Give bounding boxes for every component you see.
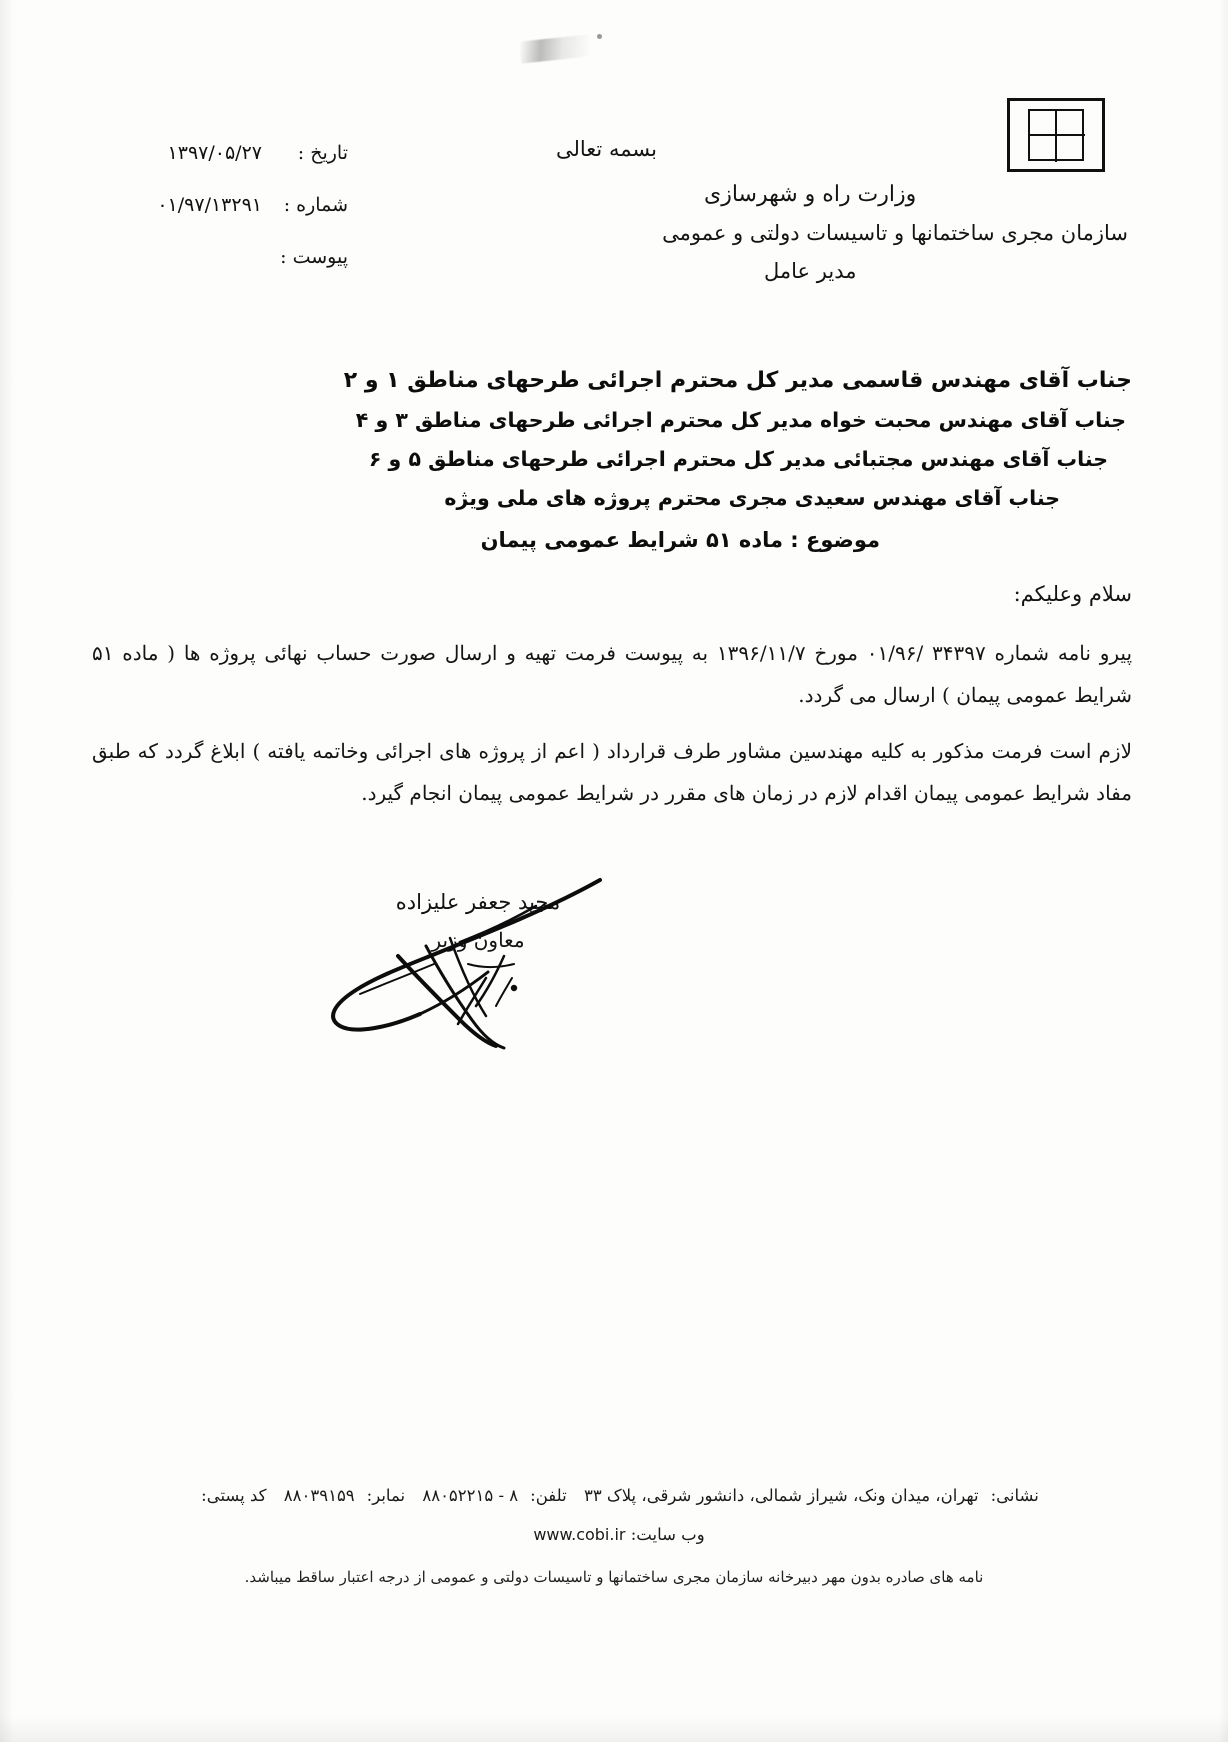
fax-value: ۸۸۰۳۹۱۵۹ <box>283 1486 355 1505</box>
addressee-4: جناب آقای مهندس سعیدی مجری محترم پروژه های ملی ویژه <box>444 486 1060 510</box>
footer-website-line <box>0 1525 1228 1544</box>
fax-label: نمابر: <box>366 1486 406 1505</box>
meta-row-date <box>88 142 348 164</box>
date-value: ۱۳۹۷/۰۵/۲۷ <box>167 142 262 164</box>
address-value: تهران، میدان ونک، شیراز شمالی، دانشور شرقی، پلاک ۳۳ <box>583 1486 979 1505</box>
scan-artifact-dot <box>597 34 602 39</box>
signatory-title: معاون وزیر <box>431 928 525 952</box>
basmala-text: بسمه تعالی <box>556 137 657 161</box>
number-value: ۰۱/۹۷/۱۳۲۹۱ <box>157 194 262 216</box>
scan-edge-shadow-left <box>0 0 14 1742</box>
org-ministry-name: وزارت راه و شهرسازی <box>704 182 917 207</box>
attachment-label: پیوست : <box>280 246 348 268</box>
letter-greeting: سلام وعلیکم: <box>1013 582 1132 606</box>
postal-label: کد پستی: <box>201 1486 267 1505</box>
number-label: شماره : <box>283 194 348 216</box>
addressee-list <box>92 368 1132 552</box>
addressee-2: جناب آقای مهندس محبت خواه مدیر کل محترم اجرائی طرحهای مناطق ۳ و ۴ <box>355 408 1126 432</box>
meta-row-attachment <box>88 246 348 268</box>
body-paragraph-1: پیرو نامه شماره ۳۴۳۹۷ /۰۱/۹۶ مورخ ۱۳۹۶/۱۱/۷ به پیوست فرمت تهیه و ارسال صورت حساب نهائی پروژه ها ( ماده ۵۱ شرایط عمومی پیمان ) ارسال می گردد. <box>92 641 1133 707</box>
scan-artifact-smudge <box>519 34 591 63</box>
body-paragraph-2: لازم است فرمت مذکور به کلیه مهندسین مشاور طرف قرارداد ( اعم از پروژه های اجرائی وخاتمه یافته ) ابلاغ گردد که طبق مفاد شرایط عمومی پیمان اقدام لازم در زمان های مقرر در شرایط عمومی پیمان انجام گیرد. <box>92 739 1132 805</box>
phone-label: تلفن: <box>530 1486 567 1505</box>
org-role-title: مدیر عامل <box>764 259 857 283</box>
footer-contact-line <box>0 1486 1228 1505</box>
meta-row-number <box>88 194 348 216</box>
document-footer <box>0 1486 1228 1586</box>
signature-block <box>338 890 618 952</box>
scan-edge-shadow-right <box>1218 0 1228 1742</box>
letter-body <box>92 632 1132 826</box>
footer-validity-note: نامه های صادره بدون مهر دبیرخانه سازمان مجری ساختمانها و تاسیسات دولتی و عمومی از درجه اعتبار ساقط میباشد. <box>244 1568 984 1586</box>
org-department-name: سازمان مجری ساختمانها و تاسیسات دولتی و عمومی <box>662 221 1128 245</box>
emblem-inner-shape <box>1028 109 1084 161</box>
addressee-1: جناب آقای مهندس قاسمی مدیر کل محترم اجرائی طرحهای مناطق ۱ و ۲ <box>343 368 1132 393</box>
date-label: تاریخ : <box>297 142 348 164</box>
ministry-emblem-icon <box>1007 98 1105 172</box>
letter-subject: موضوع : ماده ۵۱ شرایط عمومی پیمان <box>480 528 880 552</box>
scan-edge-shadow-bottom <box>0 1716 1228 1742</box>
phone-value: ۸۸۰۵۲۲۱۵ - ۸ <box>422 1486 519 1505</box>
letterhead-organization <box>662 182 1128 283</box>
signatory-name: مجید جعفر علیزاده <box>395 890 561 914</box>
website-label: وب سایت: <box>630 1525 705 1544</box>
address-label: نشانی: <box>990 1486 1039 1505</box>
letter-meta-block <box>88 142 348 298</box>
addressee-3: جناب آقای مهندس مجتبائی مدیر کل محترم اجرائی طرحهای مناطق ۵ و ۶ <box>368 447 1108 471</box>
website-value[interactable]: www.cobi.ir <box>533 1525 626 1544</box>
